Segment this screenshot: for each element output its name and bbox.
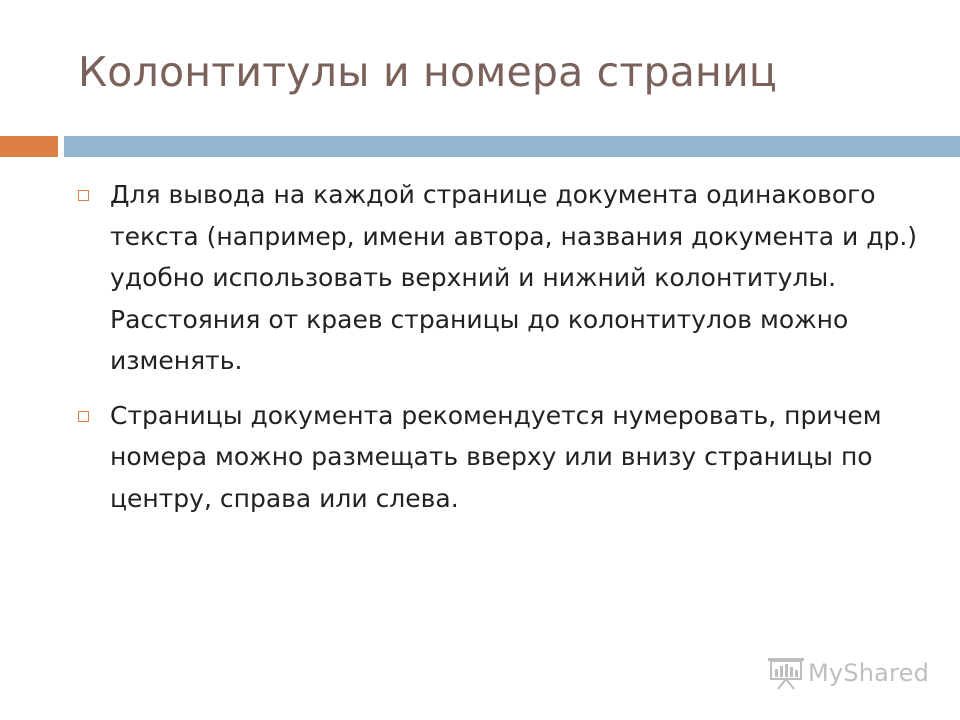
- bullet-item: [78, 174, 928, 382]
- projector-screen-icon: [766, 655, 806, 691]
- bullet-text: Для вывода на каждой странице документа одинакового текста (например, имени автора, названия документа и др.) удобно использовать верхний и нижний колонтитулы. Расстояния от краев страницы до колонтитулов можно изменять.: [110, 180, 918, 375]
- watermark-text: MyShared: [808, 659, 930, 687]
- square-bullet-icon: [78, 411, 89, 422]
- slide-title: Колонтитулы и номера страниц: [78, 48, 778, 96]
- title-accent-bar: [0, 136, 58, 157]
- bullet-item: [78, 395, 928, 520]
- square-bullet-icon: [78, 190, 89, 201]
- bullet-text: Страницы документа рекомендуется нумеровать, причем номера можно размещать вверху или внизу страницы по центру, справа или слева.: [110, 400, 882, 513]
- title-divider-bar: [64, 136, 960, 157]
- watermark: [766, 655, 929, 691]
- bullet-list: [78, 174, 928, 532]
